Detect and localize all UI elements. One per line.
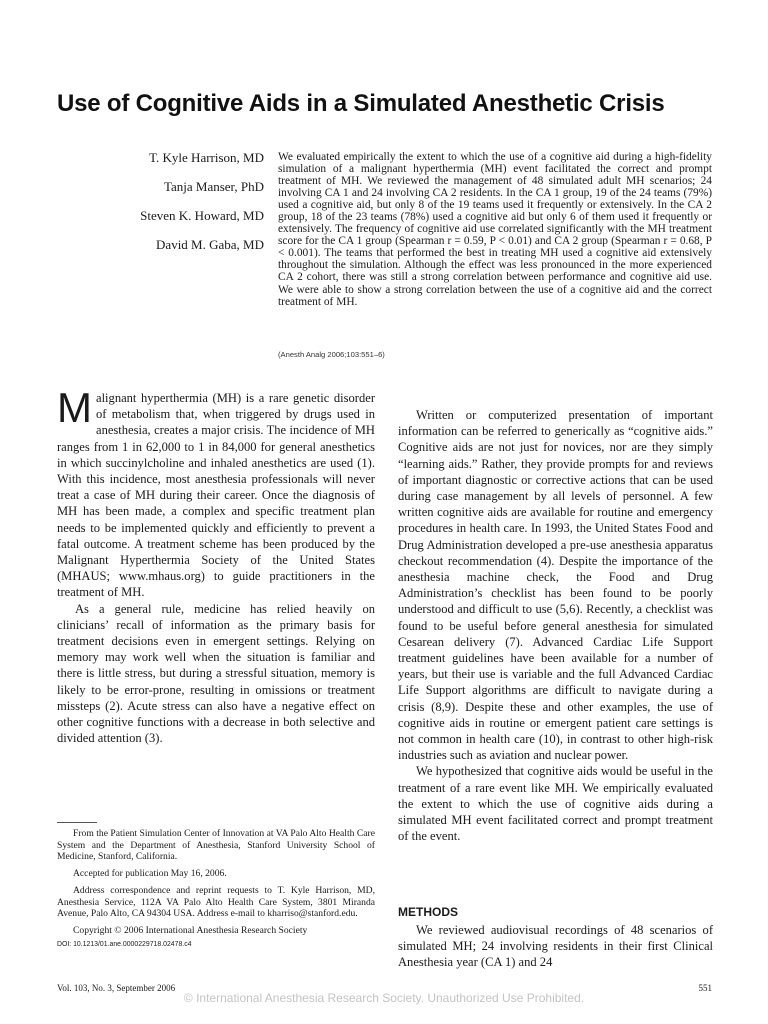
- body-paragraph: Written or computerized presentation of important information can be referred to generically as “cognitive aids.” Cognitive aids are not just for novices, nor are they simply “learning aids.” Rather, they provide prompts for and reviews of important diagnostic or corrective actions that can be used during case management by all levels of personnel. A few written cognitive aids are available for routine and emergency procedures in health care. In 1993, the United States Food and Drug Administration developed a pre-use anesthesia apparatus checkout recommendation (4). Despite the importance of the anesthesia machine check, the Food and Drug Administration’s checklist has been found to be poorly understood and difficult to use (5,6). Recently, a checklist was found to be useful before general anesthesia for simulated Cesarean delivery (7). Advanced Cardiac Life Support treatment guidelines have been available for a number of years, but their use is variable and the full Advanced Cardiac Life Support algorithms are difficult to navigate during a crisis (8,9). Despite these and other examples, the use of cognitive aids in routine or emergent patient care settings is not common in health care (10), in contrast to other high-risk industries such as aviation and nuclear power.: [398, 408, 713, 763]
- footnote-copyright: Copyright © 2006 International Anesthesia Research Society: [73, 924, 308, 936]
- body-column-right: [398, 407, 713, 844]
- author-name: Steven K. Howard, MD: [140, 208, 264, 223]
- drop-cap: M: [57, 384, 92, 431]
- footnote-doi: DOI: 10.1213/01.ane.0000229718.02478.c4: [57, 940, 192, 948]
- methods-paragraph: We reviewed audiovisual recordings of 48 scenarios of simulated MH; 24 involving residents in their first Clinical Anesthesia year (CA 1) and 24: [398, 923, 713, 970]
- body-paragraph: We hypothesized that cognitive aids would be useful in the treatment of a rare event like MH. We empirically evaluated the extent to which the use of cognitive aids during a simulated MH event facilitated correct and prompt treatment of the event.: [398, 764, 713, 844]
- footer-volume: Vol. 103, No. 3, September 2006: [57, 983, 176, 993]
- footnote-divider: [57, 822, 97, 823]
- footnote-correspondence: Address correspondence and reprint requests to T. Kyle Harrison, MD, Anesthesia Service, 112A VA Palo Alto Health Care System, 3801 Miranda Avenue, Palo Alto, CA 94304 USA. Address e-mail to kharriso@stanford.edu.: [57, 884, 375, 920]
- intro-paragraph-text: alignant hyperthermia (MH) is a rare genetic disorder of metabolism that, when triggered by drugs used in anesthesia, creates a major crisis. The incidence of MH ranges from 1 in 62,000 to 1 in 84,000 for general anesthetics in which succinylcholine and inhaled anesthetics are used (1). With this incidence, most anesthesia professionals will never treat a case of MH during their career. Once the diagnosis of MH has been made, a complex and specific treatment plan needs to be implemented quickly and efficiently to prevent a fatal outcome. A treatment scheme has been produced by the Malignant Hyperthermia Society of the United States (MHAUS; www.mhaus.org) to guide practitioners in the treatment of MH.: [57, 391, 375, 600]
- footnote-affiliation: From the Patient Simulation Center of Innovation at VA Palo Alto Health Care System and the Department of Anesthesia, Stanford University School of Medicine, Stanford, California.: [57, 828, 375, 863]
- page-number: 551: [698, 983, 712, 993]
- footnote-accepted: Accepted for publication May 16, 2006.: [73, 868, 227, 880]
- intro-paragraph: [57, 384, 375, 601]
- author-name: Tanja Manser, PhD: [163, 179, 264, 194]
- author-name: David M. Gaba, MD: [156, 237, 264, 252]
- copyright-watermark: © International Anesthesia Research Society. Unauthorized Use Prohibited.: [183, 991, 585, 1005]
- article-title: Use of Cognitive Aids in a Simulated Anesthetic Crisis: [57, 90, 665, 117]
- journal-citation: (Anesth Analg 2006;103:551–6): [278, 350, 385, 359]
- author-list: [60, 150, 264, 266]
- body-paragraph: As a general rule, medicine has relied heavily on clinicians’ recall of information as the primary basis for treatment decisions even in emergent settings. Relying on memory may work well when the situation is familiar and there is little stress, but during a stressful situation, memory is likely to be error-prone, resulting in omissions or treatment missteps (2). Acute stress can also have a negative effect on other cognitive functions with a decrease in both selective and divided attention (3).: [57, 601, 375, 746]
- author-name: T. Kyle Harrison, MD: [149, 150, 264, 165]
- body-column-left: [57, 384, 375, 746]
- section-heading-methods: METHODS: [398, 905, 458, 919]
- abstract: We evaluated empirically the extent to which the use of a cognitive aid during a high-fidelity simulation of a malignant hyperthermia (MH) event facilitated the correct and prompt treatment of MH. We reviewed the management of 48 simulated adult MH scenarios; 24 involving CA 1 and 24 involving CA 2 residents. In the CA 1 group, 19 of the 24 teams (79%) used a cognitive aid, but only 8 of the 19 teams used it frequently or extensively. In the CA 2 group, 18 of the 23 teams (78%) used a cognitive aid but only 6 of them used it frequently or extensively. The frequency of cognitive aid use correlated significantly with the MH treatment score for the CA 1 group (Spearman r = 0.59, P < 0.01) and CA 2 group (Spearman r = 0.68, P < 0.001). The teams that performed the best in treating MH used a cognitive aid extensively throughout the simulation. Although the effect was less pronounced in the more experienced CA 2 cohort, there was still a strong correlation between performance and cognitive aid use. We were able to show a strong correlation between the use of a cognitive aid and the correct treatment of MH.: [278, 151, 712, 308]
- footnotes: [57, 828, 375, 955]
- methods-section: [398, 922, 713, 971]
